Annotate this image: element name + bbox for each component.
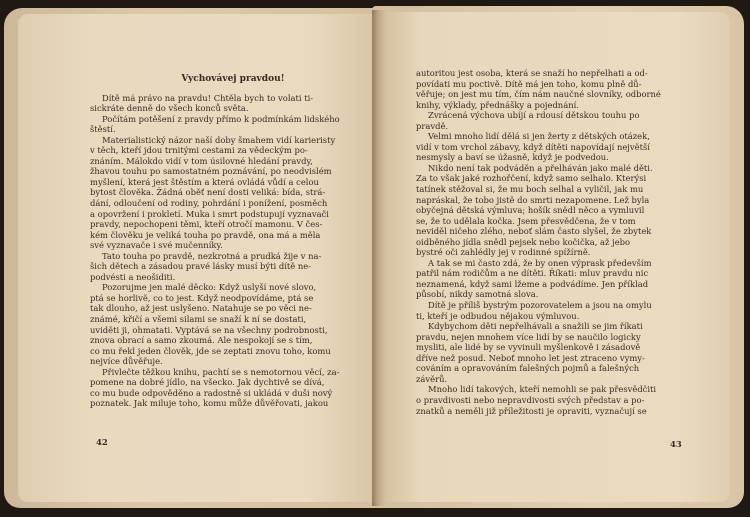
text-line: pravdy, nepochopeni těmi, kteří otročí mamonu. V čes- bbox=[90, 219, 323, 230]
text-line: Kdybychom děti nepřelhávali a snažili se jim říkati bbox=[428, 321, 643, 332]
text-line: Počítám potěšení z pravdy přímo k podmínkám lidského bbox=[102, 113, 340, 124]
chapter-title: Vychovávej pravdou! bbox=[181, 74, 285, 84]
text-line: pravdu, nejen mnohem více lidí by se naučilo logicky bbox=[416, 331, 641, 342]
text-line: bystré oči zahlédly jej v rodinné spížírně. bbox=[416, 247, 591, 258]
left-page-lines bbox=[90, 93, 376, 409]
text-line: knihy, výklady, přednášky a pojednání. bbox=[416, 99, 579, 110]
text-line: o pravdivosti nebo nepravdivosti svých představ a po- bbox=[416, 394, 645, 405]
text-line: poznatek. Jak miluje toho, komu může důvěřovati, jakou bbox=[90, 398, 329, 409]
text-line: obyčejná dětská výmluva; hošík snědl něco a vymluvil bbox=[416, 205, 645, 216]
text-line: Dítě má právo na pravdu! Chtěla bych to volati ti- bbox=[102, 92, 314, 103]
text-line: napráskal, že tobo jistě do smrti nezapomene. Lež byla bbox=[416, 194, 650, 205]
text-line: štěstí. bbox=[90, 124, 116, 135]
text-line: vidí v tom vrchol zábavy, když dítěti napovídají největší bbox=[416, 141, 650, 152]
text-line: znatků a neměli již příležitosti je opraviti, vyznačují se bbox=[416, 405, 647, 416]
text-line: nesmysly a baví se úžasně, když je podvedou. bbox=[416, 152, 609, 163]
text-line: autoritou jest osoba, která se snaží ho nepřelhati a od- bbox=[416, 68, 648, 78]
left-page bbox=[18, 14, 380, 502]
text-line: své vyznavače i své mučenníky. bbox=[90, 240, 223, 251]
text-line: působí, nikdy samotná slova. bbox=[416, 289, 539, 300]
right-page-number: 43 bbox=[670, 440, 682, 450]
text-line: Dítě je příliš bystrým pozorovatelem a jsou na omylu bbox=[428, 300, 652, 311]
text-line: Materialistický názor naší doby šmahem vidí karieristy bbox=[102, 134, 336, 145]
text-line: co mu bude odpověděno a radostně si ukládá v duši nový bbox=[90, 387, 333, 398]
text-line: patřil nám rodičům a ne dítěti. Říkati: mluv pravdu nic bbox=[416, 268, 649, 279]
text-line: Za to však jaké rozhořčení, když samo selhalo. Kterýsi bbox=[416, 173, 647, 184]
left-page-number: 42 bbox=[96, 438, 108, 448]
right-page-lines bbox=[416, 68, 702, 416]
text-line: ptá se horlivě, co to jest. Když neodpovídáme, ptá se bbox=[90, 292, 314, 303]
text-line: tak dlouho, až jest uslyšeno. Natahuje se po věci ne- bbox=[90, 303, 312, 314]
text-line: a opovržení i prokletí. Muka i smrt podstupují vyznavači bbox=[90, 208, 329, 219]
text-line: žhavou touhu po samostatném poznávání, po neodvislém bbox=[90, 166, 332, 177]
text-line: Pozorujme jen malé děcko: Když uslyší nové slovo, bbox=[102, 282, 317, 293]
text-line: se, že to udělala kočka. Jsem přesvědčena, že v tom bbox=[416, 215, 636, 226]
text-line: pravdě. bbox=[416, 120, 449, 131]
text-line: neznamená, když sami lžeme a podvádíme. Jen příklad bbox=[416, 278, 649, 289]
text-line: mysliti, ale lidé by se vyvinuli myšlenkově i zásadově bbox=[416, 342, 641, 353]
text-line: neviděl ničeho zlého, neboť slám často slyšel, že zbytek bbox=[416, 226, 652, 237]
text-line: věřuje; on jest mu tím, čím nám naučné slovníky, odborné bbox=[416, 89, 661, 100]
text-line: Tato touha po pravdě, nezkrotná a prudká žije v na- bbox=[102, 250, 322, 261]
text-line: závěrů. bbox=[416, 373, 448, 384]
text-line: pomene na dobré jídlo, na všecko. Jak dychtivě se dívá, bbox=[90, 377, 325, 388]
left-page-text bbox=[90, 74, 376, 409]
text-line: Nikdo není tak podváděn a přelháván jako malé děti. bbox=[428, 162, 653, 173]
text-line: Mnoho lidí takových, kteří nemohli se pak přesvědčiti bbox=[428, 384, 657, 395]
text-line: v těch, kteří jdou trnitými cestami za vědeckým po- bbox=[90, 145, 308, 156]
book-gutter bbox=[372, 10, 386, 506]
text-line: Přivlečte těžkou knihu, pachtí se s nemotornou věcí, za- bbox=[102, 366, 340, 377]
text-line: A tak se mi často zdá, že by onen výprask především bbox=[428, 257, 652, 268]
text-line: znáním. Málokdo vidí v tom úsilovné hledání pravdy, bbox=[90, 155, 313, 166]
text-line: co mu řekl jeden člověk, jde se zeptati znovu toho, komu bbox=[90, 345, 331, 356]
text-line: oidběného jídla snědl pejsek nebo kočička, až jebo bbox=[416, 236, 631, 247]
text-line: dání, odloučení od rodiny, pohrdání i ponížení, posměch bbox=[90, 198, 328, 209]
text-line: znova obrací a samo zkoumá. Ale nespokojí se s tím, bbox=[90, 335, 313, 346]
right-page-text bbox=[416, 68, 702, 416]
text-line: myšlení, která jest štěstím a která ovládá vůdí a celou bbox=[90, 176, 319, 187]
text-line: ti, kteří je odbudou nějakou výmluvou. bbox=[416, 310, 580, 321]
text-line: kém člověku je veliká touha po pravdě, ona má a měla bbox=[90, 229, 321, 240]
text-line: tatínek stěžoval si, že mu boch selhal a vyličil, jak mu bbox=[416, 184, 644, 195]
text-line: dříve než posud. Neboť mnoho let jest ztraceno vymy- bbox=[416, 352, 645, 363]
text-line: uviděti ji, ohmatati. Vyptává se na všechny podrobnosti, bbox=[90, 324, 328, 335]
text-line: bytost člověka. Žádná oběť není dosti veliká: bída, strá- bbox=[90, 187, 326, 198]
text-line: sickráte denně do všech konců světa. bbox=[90, 103, 249, 114]
right-page bbox=[378, 12, 730, 502]
text-line: cováním a opravováním falešných pojmů a falešných bbox=[416, 363, 640, 374]
text-line: nejvíce důvěřuje. bbox=[90, 356, 163, 367]
text-line: šich dětech a zásadou pravé lásky musí býti dítě ne- bbox=[90, 261, 312, 272]
text-line: povídati mu poctivě. Dítě má jen toho, komu plně dů- bbox=[416, 78, 642, 89]
text-line: Zvrácená výchova ubíjí a rdousí dětskou touhu po bbox=[428, 110, 640, 121]
text-line: Velmi mnoho lidí dělá si jen žerty z dětských otázek, bbox=[428, 131, 650, 142]
text-line: známé, křičí a všemi silami se snaží k ní se dostati, bbox=[90, 314, 307, 325]
text-line: podvésti a neošiditi. bbox=[90, 271, 176, 282]
